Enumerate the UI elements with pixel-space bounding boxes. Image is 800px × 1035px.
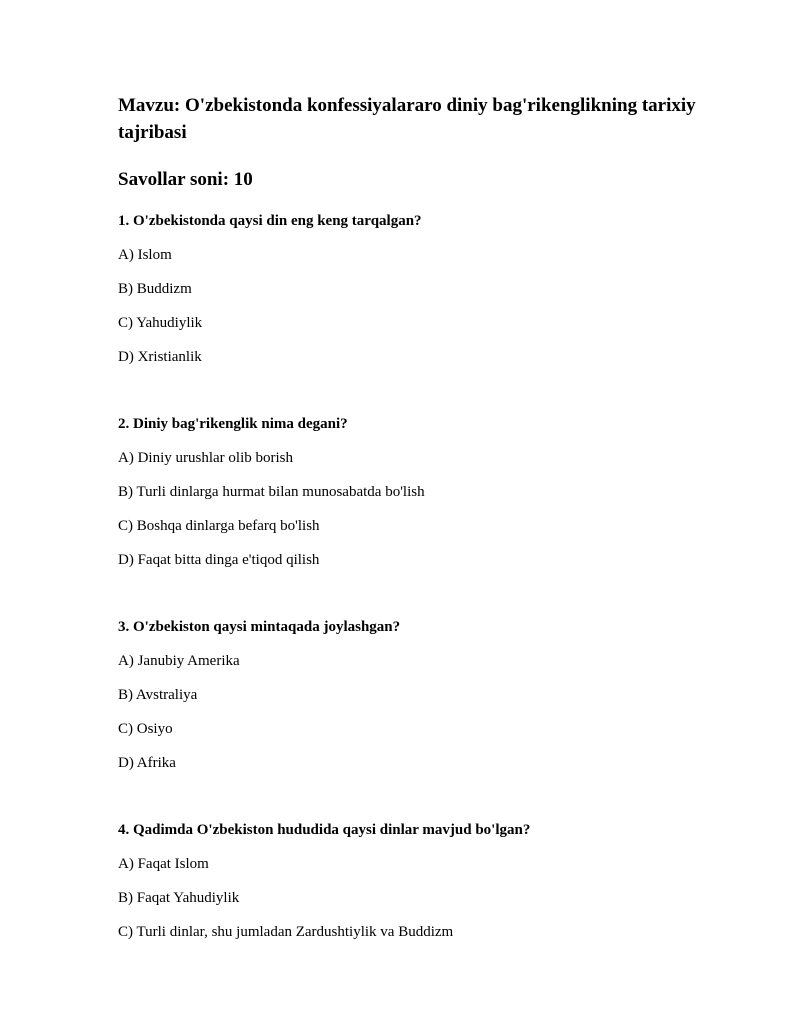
question-count: Savollar soni: 10 bbox=[118, 169, 253, 190]
question-block-1 bbox=[118, 211, 718, 367]
document-content bbox=[118, 92, 718, 942]
answer-option-a: A) Janubiy Amerika bbox=[118, 653, 240, 669]
question-text: 1. O'zbekistonda qaysi din eng keng tarqalgan? bbox=[118, 213, 422, 229]
answer-option-c: C) Yahudiylik bbox=[118, 315, 203, 331]
answer-option-d: D) Faqat bitta dinga e'tiqod qilish bbox=[118, 552, 320, 568]
question-text: 3. O'zbekiston qaysi mintaqada joylashgan? bbox=[118, 619, 401, 635]
answer-option-c: C) Boshqa dinlarga befarq bo'lish bbox=[118, 518, 320, 534]
answer-option-a: A) Diniy urushlar olib borish bbox=[118, 450, 293, 466]
answer-option-a: A) Islom bbox=[118, 247, 172, 263]
answer-option-b: B) Buddizm bbox=[118, 281, 192, 297]
question-block-2 bbox=[118, 414, 718, 570]
question-text: 4. Qadimda O'zbekiston hududida qaysi dinlar mavjud bo'lgan? bbox=[118, 822, 531, 838]
answer-option-a: A) Faqat Islom bbox=[118, 856, 209, 872]
answer-option-b: B) Turli dinlarga hurmat bilan munosabatda bo'lish bbox=[118, 484, 425, 500]
question-block-3 bbox=[118, 617, 718, 773]
answer-option-b: B) Avstraliya bbox=[118, 687, 198, 703]
answer-option-d: D) Xristianlik bbox=[118, 349, 202, 365]
question-block-4 bbox=[118, 820, 718, 942]
page-title: Mavzu: O'zbekistonda konfessiyalararo diniy bag'rikenglikning tarixiy tajribasi bbox=[118, 95, 696, 143]
answer-option-d: D) Afrika bbox=[118, 755, 176, 771]
answer-option-b: B) Faqat Yahudiylik bbox=[118, 890, 240, 906]
question-text: 2. Diniy bag'rikenglik nima degani? bbox=[118, 416, 348, 432]
answer-option-c: C) Osiyo bbox=[118, 721, 173, 737]
answer-option-c: C) Turli dinlar, shu jumladan Zardushtiylik va Buddizm bbox=[118, 924, 454, 940]
